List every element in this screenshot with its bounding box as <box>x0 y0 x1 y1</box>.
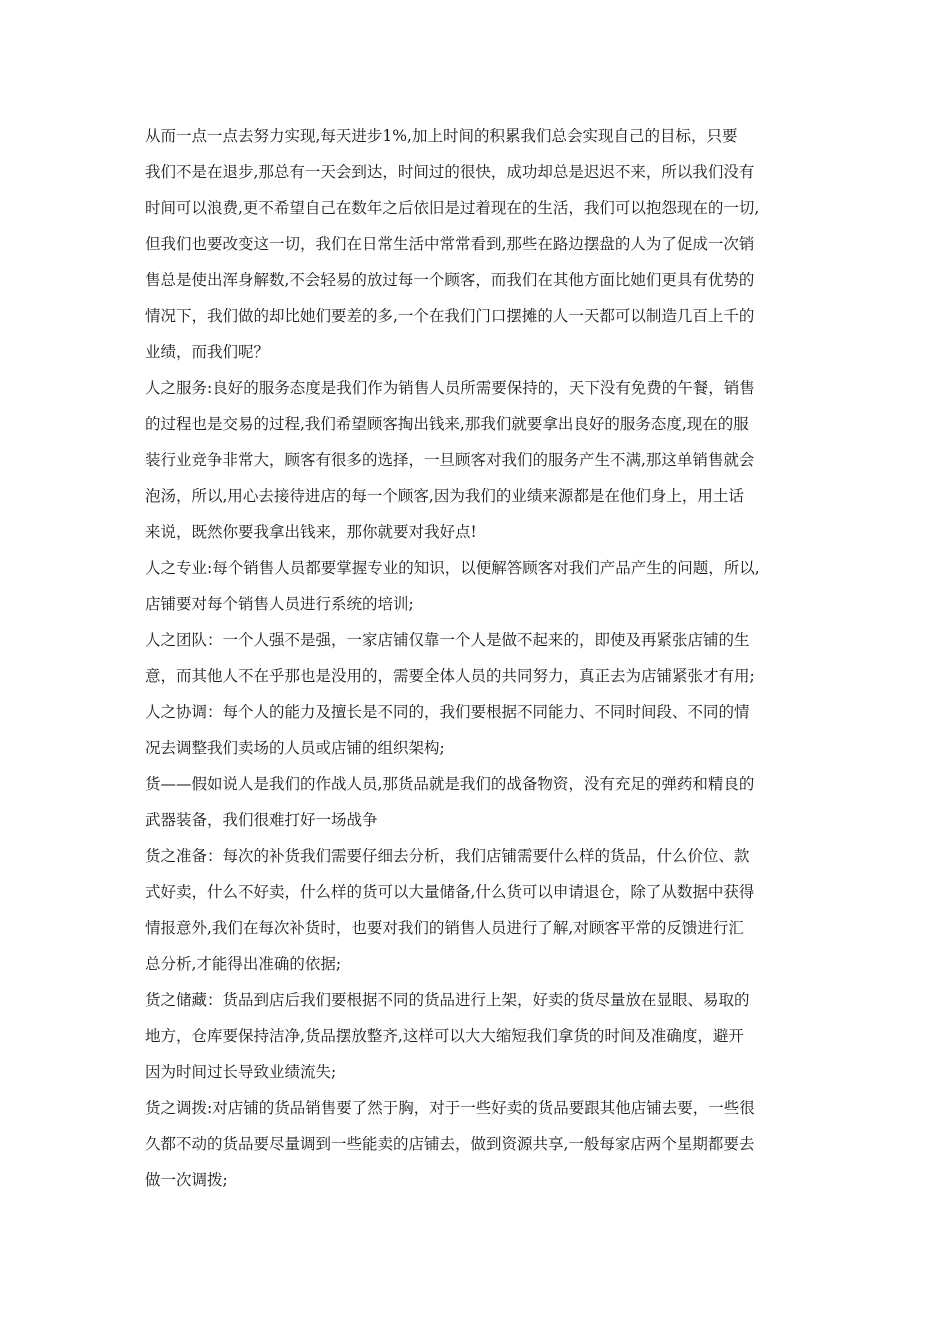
text-line: 总分析,才能得出准确的依据; <box>145 955 342 973</box>
text-line: 人之专业:每个销售人员都要掌握专业的知识，以便解答顾客对我们产品产生的问题，所以, <box>145 559 760 577</box>
text-line: 况去调整我们卖场的人员或店铺的组织架构; <box>145 739 445 757</box>
text-line: 情报意外,我们在每次补货时，也要对我们的销售人员进行了解,对顾客平常的反馈进行汇 <box>145 919 744 937</box>
text-line: 人之协调：每个人的能力及擅长是不同的，我们要根据不同能力、不同时间段、不同的情 <box>145 703 750 721</box>
text-line: 但我们也要改变这一切，我们在日常生活中常常看到,那些在路边摆盘的人为了促成一次销 <box>145 235 755 253</box>
text-line: 因为时间过长导致业绩流失; <box>145 1063 337 1081</box>
text-line: 式好卖，什么不好卖，什么样的货可以大量储备,什么货可以申请退仓，除了从数据中获得 <box>145 883 755 901</box>
text-line: 店铺要对每个销售人员进行系统的培训; <box>145 595 414 613</box>
text-line: 人之团队：一个人强不是强，一家店铺仅靠一个人是做不起来的，即使及再紧张店铺的生 <box>145 631 750 649</box>
text-line: 售总是使出浑身解数,不会轻易的放过每一个顾客，而我们在其他方面比她们更具有优势的 <box>145 271 755 289</box>
text-line: 货——假如说人是我们的作战人员,那货品就是我们的战备物资，没有充足的弹药和精良的 <box>145 775 755 793</box>
text-line: 的过程也是交易的过程,我们希望顾客掏出钱来,那我们就要拿出良好的服务态度,现在的服 <box>145 415 749 433</box>
text-line: 业绩，而我们呢？ <box>145 343 270 361</box>
text-line: 货之储藏：货品到店后我们要根据不同的货品进行上架，好卖的货尽量放在显眼、易取的 <box>145 991 750 1009</box>
text-line: 情况下，我们做的却比她们要差的多,一个在我们门口摆摊的人一天都可以制造几百上千的 <box>145 307 755 325</box>
text-line: 装行业竞争非常大，顾客有很多的选择，一旦顾客对我们的服务产生不满,那这单销售就会 <box>145 451 755 469</box>
text-line: 泡汤，所以,用心去接待进店的每一个顾客,因为我们的业绩来源都是在他们身上，用土话 <box>145 487 744 505</box>
text-line: 意，而其他人不在乎那也是没用的，需要全体人员的共同努力，真正去为店铺紧张才有用; <box>145 667 755 685</box>
text-line: 武器装备，我们很难打好一场战争 <box>145 811 378 829</box>
text-line: 时间可以浪费,更不希望自己在数年之后依旧是过着现在的生活，我们可以抱怨现在的一切, <box>145 199 760 217</box>
text-line: 久都不动的货品要尽量调到一些能卖的店铺去，做到资源共享,一般每家店两个星期都要去 <box>145 1135 755 1153</box>
text-line: 做一次调拨; <box>145 1171 228 1189</box>
text-line: 货之调拨:对店铺的货品销售要了然于胸，对于一些好卖的货品要跟其他店铺去要，一些很 <box>145 1099 755 1117</box>
text-line: 我们不是在退步,那总有一天会到达，时间过的很快，成功却总是迟迟不来，所以我们没有 <box>145 163 755 181</box>
document-body <box>145 118 835 1198</box>
text-line: 来说，既然你要我拿出钱来，那你就要对我好点! <box>145 523 477 541</box>
text-line: 从而一点一点去努力实现,每天进步1%,加上时间的积累我们总会实现自己的目标，只要 <box>145 127 738 145</box>
text-line: 货之准备：每次的补货我们需要仔细去分析，我们店铺需要什么样的货品，什么价位、款 <box>145 847 750 865</box>
text-line: 地方，仓库要保持洁净,货品摆放整齐,这样可以大大缩短我们拿货的时间及准确度，避开 <box>145 1027 744 1045</box>
text-line: 人之服务:良好的服务态度是我们作为销售人员所需要保持的，天下没有免费的午餐，销售 <box>145 379 755 397</box>
